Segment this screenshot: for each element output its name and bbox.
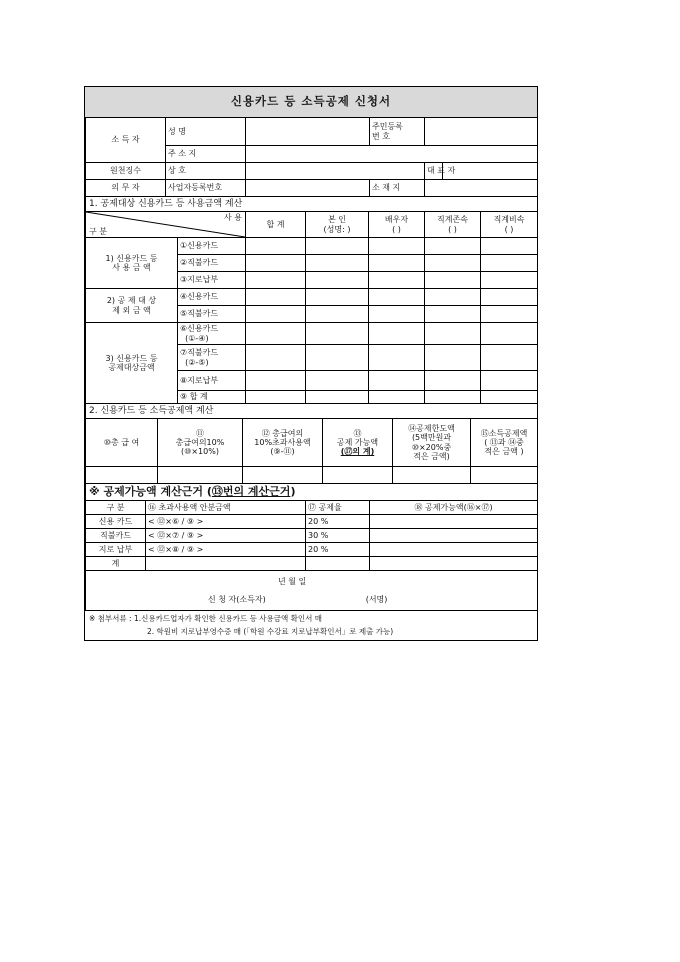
cell[interactable] [481,255,538,272]
cell[interactable] [370,529,538,543]
rrn-field[interactable] [425,118,538,146]
deduction-application-form [84,86,538,641]
s3-rate-header: ⑰ 공제율 [306,501,370,515]
total-header: 합 계 [246,212,306,238]
group3-label: 3) 신용카드 등 공제대상금액 [86,323,178,404]
g3-item-debit: ⑦직불카드 (②-⑤) [178,345,246,371]
representative-field[interactable] [443,163,538,180]
g3-item-total: ⑨ 합 계 [178,391,246,404]
cell[interactable] [306,238,369,255]
cell[interactable] [481,323,538,345]
cell[interactable] [369,272,425,289]
applicant-line [88,595,535,604]
s3-row-formula: < ⑫×⑥ / ⑨ > [146,515,306,529]
s3-row-label: 신용 카드 [86,515,146,529]
attachment-line-2: 2. 학원비 지로납부영수증 매 (「학원 수강료 지로납부확인서」로 제출 가능) [147,626,394,636]
g2-item-debit: ⑤직불카드 [178,306,246,323]
cell[interactable] [481,272,538,289]
cell[interactable] [370,557,538,571]
cell[interactable] [306,272,369,289]
signature-area [86,571,538,611]
attachments-table [85,613,537,640]
cell[interactable] [369,306,425,323]
sign-label: (서명) [365,594,388,604]
cell[interactable] [158,467,243,484]
cell[interactable] [369,345,425,371]
title-table [85,87,537,118]
section3-title: ※ 공제가능액 계산근거 (⑬번의 계산근거) [86,484,538,501]
s3-gubun-header: 구 분 [86,501,146,515]
deductible-amount-header: ⑬ 공제 가능액 (⑰의 계) [323,419,393,467]
cell[interactable] [393,467,471,484]
form-title: 신용카드 등 소득공제 신청서 [85,87,537,118]
s3-total-label: 계 [86,557,146,571]
cell[interactable] [243,467,323,484]
name-field[interactable] [246,118,370,146]
biz-no-field[interactable] [246,180,370,197]
date-line: 년 월 일 [278,577,307,587]
cell[interactable] [481,345,538,371]
g2-item-credit: ④신용카드 [178,289,246,306]
taxpayer-label: 소 득 자 [86,118,166,163]
cell[interactable] [425,323,481,345]
address-field[interactable] [246,146,538,163]
name-label: 성 명 [166,118,246,146]
cell[interactable] [425,345,481,371]
cell[interactable] [306,306,369,323]
self-header: 본 인 (성명: ) [306,212,369,238]
cell[interactable] [370,543,538,557]
s3-row-formula: < ⑫×⑧ / ⑨ > [146,543,306,557]
s3-row-rate: 20 % [306,543,370,557]
diagonal-line [86,212,245,237]
cell[interactable] [425,289,481,306]
spouse-header: 배우자 ( ) [369,212,425,238]
cell[interactable] [246,289,306,306]
s3-row-rate: 20 % [306,515,370,529]
group1-label: 1) 신용카드 등 사 용 금 액 [86,238,178,289]
g1-item-debit: ②직불카드 [178,255,246,272]
cell[interactable] [306,255,369,272]
cell[interactable] [369,323,425,345]
section3-table [85,483,538,611]
withholder-label-2: 의 무 자 [86,180,166,197]
party-info-table [85,117,538,197]
attachment-line-1: ※ 첨부서류 : 1.신용카드업자가 확인한 신용카드 등 사용금액 확인서 매 [89,614,323,623]
cell[interactable] [306,289,369,306]
cell[interactable] [425,306,481,323]
income-deduction-header: ⑮소득공제액 ( ⑬과 ⑭중 적은 금액 ) [471,419,538,467]
cell[interactable] [246,272,306,289]
g1-item-credit: ①신용카드 [178,238,246,255]
ascendant-header: 직계존속 ( ) [425,212,481,238]
usage-header: 사 용 [224,213,242,222]
cell[interactable] [306,391,369,404]
cell[interactable] [425,272,481,289]
cell[interactable] [481,238,538,255]
deduction-limit-header: ⑭공제한도액 (5백만원과 ⑩×20%중 적은 금액) [393,419,471,467]
cell[interactable] [369,391,425,404]
cell[interactable] [323,467,393,484]
gubun-usage-header [86,212,246,238]
cell[interactable] [369,255,425,272]
cell[interactable] [369,371,425,391]
s3-allocated-header: ⑯ 초과사용액 안분금액 [146,501,306,515]
rrn-label: 주민등록 번 호 [370,118,425,146]
cell[interactable] [306,345,369,371]
gubun-header: 구 분 [89,226,107,236]
cell[interactable] [471,467,538,484]
biz-no-label: 사업자등록번호 [166,180,246,197]
trade-name-label: 상 호 [166,163,246,180]
cell[interactable] [306,371,369,391]
g1-item-giro: ③지로납부 [178,272,246,289]
section1-title: 1. 공제대상 신용카드 등 사용금액 계산 [86,197,538,212]
excess-usage-header: ⑫ 총급여의 10%초과사용액 (⑨-⑪) [243,419,323,467]
withholder-label-1: 원천징수 [86,163,166,180]
cell[interactable] [425,255,481,272]
cell[interactable] [370,515,538,529]
trade-name-field[interactable] [246,163,425,180]
salary-10pct-header: ⑪ 총급여의10% (⑩×10%) [158,419,243,467]
total-salary-header: ⑩총 급 여 [86,419,158,467]
cell[interactable] [246,371,306,391]
cell[interactable] [246,238,306,255]
cell[interactable] [246,255,306,272]
cell[interactable] [86,467,158,484]
descendant-header: 직계비속 ( ) [481,212,538,238]
cell[interactable] [146,557,306,571]
group2-label: 2) 공 제 대 상 제 외 금 액 [86,289,178,323]
section1-table [85,196,538,404]
cell[interactable] [481,371,538,391]
s3-deductible-header: ⑱ 공제가능액(⑯×⑰) [370,501,538,515]
cell[interactable] [425,238,481,255]
cell[interactable] [369,289,425,306]
location-field[interactable] [425,180,538,197]
section2-title: 2. 신용카드 등 소득공제액 계산 [86,404,538,419]
s3-row-label: 직불카드 [86,529,146,543]
cell[interactable] [246,391,306,404]
applicant-label: 신 청 자(소득자) [208,594,266,604]
cell[interactable] [246,306,306,323]
cell[interactable] [481,289,538,306]
cell[interactable] [481,391,538,404]
s3-row-label: 지로 납부 [86,543,146,557]
s3-row-rate: 30 % [306,529,370,543]
cell[interactable] [425,371,481,391]
cell[interactable] [306,557,370,571]
cell[interactable] [306,323,369,345]
cell[interactable] [425,391,481,404]
g3-item-credit: ⑥신용카드 (①-④) [178,323,246,345]
g3-item-giro: ⑧지로납부 [178,371,246,391]
cell[interactable] [246,323,306,345]
representative-label: 대 표 자 [425,163,443,180]
s3-row-formula: < ⑫×⑦ / ⑨ > [146,529,306,543]
cell[interactable] [246,345,306,371]
section2-table [85,403,538,484]
location-label: 소 재 지 [370,180,425,197]
cell[interactable] [481,306,538,323]
address-label: 주 소 지 [166,146,246,163]
cell[interactable] [369,238,425,255]
